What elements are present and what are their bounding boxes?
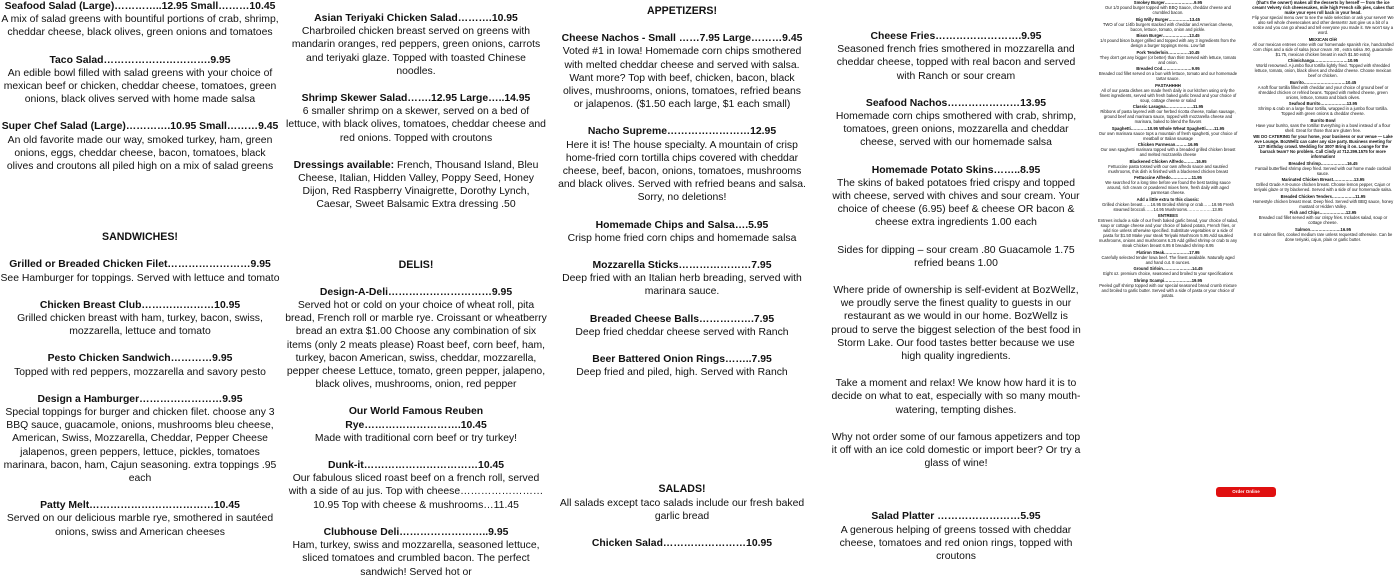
- menu-column-1: [0, 0, 280, 539]
- about-paragraph: Where pride of ownership is self-evident at BozWellz, we proudly serve the finest quality to guests in our restaurant as we would in our home. BozWellz is proud to serve the biggest selection of the best food in Storm Lake. Our food tastes better because we use high quality ingredients.: [831, 285, 1081, 363]
- menu-column-4: [830, 0, 1082, 563]
- mini-item-desc: TWO of our 1/4lb burgers stacked with cheddar and American cheese, bacon, lettuce, tomato, onion and pickle.: [1102, 21, 1234, 32]
- mini-menu-item: [1098, 142, 1238, 157]
- order-online-button[interactable]: Order Online: [1216, 487, 1276, 497]
- item-title: Design a Hamburger……………………9.95: [37, 393, 243, 405]
- sides-text: Sides for dipping – sour cream .80 Guacamole 1.75 refried beans 1.00: [837, 244, 1075, 269]
- menu-item: [558, 353, 806, 379]
- mini-item-desc: We searched for a long time before we found the best tasting sauce around, rich cream or powdered mixes here, fresh daily with aged parmesan cheese.: [1105, 180, 1231, 195]
- mini-menu-item: [1098, 33, 1238, 48]
- item-title: Cheese Nachos - Small ……7.95 Large………9.45: [561, 33, 803, 45]
- item-title: Nacho Supreme……………………12.95: [587, 126, 777, 138]
- mini-item-title: Chimichanga……………………10.95: [1287, 58, 1359, 63]
- item-title: Homemade Potato Skins……..8.95: [871, 164, 1041, 176]
- mini-item-title: Breaded Shrimp……………….16.45: [1288, 160, 1358, 166]
- item-desc: Voted #1 in Iowa! Homemade corn chips smothered with melted cheddar cheese and served with salsa. Want more? Top with beef, chicken, bacon, black olives, mushrooms, onions, tomatoes, refried beans or jalapenos. ($1.50 each large, $1 each small): [562, 46, 802, 111]
- mini-item-desc: Our 1/3 pound burger topped with BBQ Sauce, cheddar cheese and crumbled bacon.: [1105, 5, 1231, 15]
- item-desc: Seasoned french fries smothered in mozzarella and cheddar cheese, topped with real bacon and served with Ranch or sour cream: [836, 44, 1076, 82]
- item-desc: Deep fried and piled, high. Served with Ranch: [576, 367, 788, 379]
- menu-item: [830, 510, 1082, 563]
- menu-item: [558, 313, 806, 339]
- menu-item: [285, 12, 547, 78]
- menu-item: [285, 286, 547, 392]
- mini-item-desc: 8 oz salmon filet, cooked medium rare unless requested otherwise. Can be done teriyaki, cajun, plain or garlic butter.: [1253, 231, 1393, 242]
- mini-item-title: Blackened Chicken Alfredo………16.95: [1129, 158, 1207, 164]
- mini-item-title: (that's the owner!) makes all the desserts by herself — from the ice cream! Velvety rich cheesecakes, mile high French silk pies, cakes that make your eyes roll back in your head.: [1252, 0, 1394, 15]
- mini-item-desc: Grilled chicken breast……16.95 Broiled shrimp or crab……18.95 Fresh steamed broccoli……14.95 Mushrooms………………13.95: [1102, 201, 1234, 212]
- mini-item-desc: Grilled Grade A 8-ounce chicken breast. Choose lemon pepper, Cajun or teriyaki glaze or try blackened. Served with a side of our homemade salsa.: [1253, 182, 1393, 192]
- mini-item-desc: Eight oz. premium choice, seasoned and broiled to your specifications: [1103, 271, 1233, 276]
- mini-item-title: Ground Sirloin…………………14.45: [1133, 266, 1203, 271]
- menu-item: [558, 259, 806, 299]
- mini-item-desc: 1/4 pound bison burger grilled and topped with any 3 ingredients from the design a burger toppings menu. Low fat!: [1100, 38, 1236, 48]
- item-desc: Deep fried with an Italian herb breading, served with marinara sauce.: [562, 273, 802, 298]
- mini-item-title: Breaded Chicken Tenders……………..11.95: [1280, 193, 1366, 199]
- menu-item: [558, 125, 806, 204]
- mini-item-desc: Have your burrito, sans the tortilla! Everything in a bowl instead of a flour shell. Great for those that are gluten free.: [1255, 122, 1391, 133]
- menu-item: [285, 405, 547, 445]
- item-title: Dunk-it……………………………10.45: [327, 460, 505, 472]
- item-title: Mozzarella Sticks…………………7.95: [592, 260, 772, 272]
- item-desc: The skins of baked potatoes fried crispy and topped with cheese, served with chives and sour cream. Your choice of cheese (6.95) beef & cheese OR bacon & cheese extra ingredients 1.00 each: [832, 177, 1080, 229]
- menu-item: [0, 0, 280, 40]
- mini-menu-item: [1098, 83, 1238, 103]
- item-desc: Our fabulous sliced roast beef on a french roll, served with a side of au jus. Top with cheese……………………10.95 Top with cheese & mushrooms…11.45: [288, 473, 544, 511]
- mini-item-title: Add a little extra to this classic:: [1136, 196, 1200, 202]
- mini-menu-right: [1252, 0, 1394, 243]
- item-title: Patty Melt………………………………10.45: [40, 500, 240, 512]
- mini-item-desc: Our own marinara sauce tops a mountain of fresh spaghetti, your choice of meatball or Italian sausage: [1098, 130, 1238, 141]
- item-title: Our World Famous Reuben Rye……………………….10.45: [345, 406, 487, 431]
- mini-item-title: Seafood Burrito……………….13.95: [1288, 101, 1358, 106]
- item-desc: Served on our delicious marble rye, smothered in sautéed onions, swiss and American cheeses: [6, 513, 274, 538]
- mini-item-title: PASTAHHHH: [1155, 82, 1181, 88]
- item-title: Salad Platter ……………………5.95: [871, 511, 1041, 523]
- mini-item-title: Flatiron Steak………………17.95: [1136, 249, 1200, 255]
- menu-item: [0, 258, 280, 284]
- item-desc: See Hamburger for toppings. Served with lettuce and tomato: [0, 272, 280, 284]
- item-title: Cheese Fries…………………….9.95: [870, 31, 1042, 42]
- item-desc: Served hot or cold on your choice of wheat roll, pita bread, French roll or marble rye. Croissant or wheatberry bread an extra $1.00 Choose any combination of six items (only 2 meats please) Roast beef, corn beef, ham, turkey, bacon American, swiss, cheddar, mozzarella, pepper cheese Lettuce, tomato, green pepper, jalapeno, black olives, mushrooms, onion, red pepper: [285, 300, 547, 391]
- mini-item-desc: All our mexican entrees come with our homemade spanish rice, handcrafted corn chips and a side of salsa (sour cream .90 , extra salsa .90, guacamole $1.75, mexican chicken breast in each $1.50 extra): [1252, 41, 1394, 57]
- mini-item-title: ENTREES: [1158, 213, 1178, 218]
- dressings-text: [285, 159, 547, 212]
- mini-menu-item: [1252, 0, 1394, 35]
- mini-item-desc: Peeled gulf shrimp topped with our special seasoned bread crumb mixture and broiled to garlic butter. Served with a side of pasta or your choice of potato.: [1099, 282, 1237, 298]
- mini-menu-item: [1252, 161, 1394, 176]
- mini-item-desc: Entrees include a side of our fresh baked garlic bread, your choice of salad, soup or cottage cheese and your choice of baked potato, French fries, or wild rice unless otherwise specified. Substitute vegetables or a side of pasta for $1.50 Make your steak Teriyaki Mushroom 5.95 Add sautéed mushrooms, onions and mushrooms 6.25 Add grilled shrimp or crab to any steak Chicken breast 6.95 8 breaded shrimp 8.95: [1098, 218, 1238, 248]
- mini-menu-item: [1252, 177, 1394, 192]
- item-desc: Charbroiled chicken breast served on greens with mandarin oranges, red peppers, green onions, carrots and teriyaki glaze. Topped with toasted Chinese noodles.: [291, 26, 541, 77]
- mini-menu-item: [1252, 118, 1394, 133]
- item-title: Taco Salad………………………….9.95: [49, 54, 231, 66]
- mini-item-title: Bison Burger……………….13.45: [1136, 33, 1200, 38]
- mini-item-title: Burrito Bowl: [1310, 117, 1336, 123]
- item-title: Design-A-Deli…………………………9.95: [319, 286, 513, 298]
- menu-item: [285, 526, 547, 579]
- item-title: Homemade Chips and Salsa….5.95: [595, 219, 769, 231]
- section-heading: SANDWICHES!: [102, 231, 178, 244]
- mini-item-title: Pork Tenderloin……………10.45: [1136, 49, 1200, 55]
- item-desc: Deep fried cheddar cheese served with Ranch: [575, 326, 789, 338]
- mini-menu-item: [1098, 104, 1238, 124]
- item-desc: Crisp home fried corn chips and homemade salsa: [567, 232, 797, 244]
- mini-item-title: Spaghetti…………10.95 Whole Wheat Spaghetti……11.95: [1111, 125, 1225, 131]
- dressings-list: French, Thousand Island, Bleu Cheese, Italian, Hidden Valley, Poppy Seed, Honey Dijon, Red Raspberry Vinaigrette, Dorothy Lynch, Caesar, Sweet Balsamic Extra dressing .50: [298, 159, 539, 211]
- mini-item-title: MEXICAN Olé!: [1308, 36, 1338, 42]
- mini-item-title: Big Willy Burger……………13.45: [1136, 16, 1200, 22]
- section-heading: APPETIZERS!: [646, 5, 718, 17]
- mini-menu-item: [1252, 80, 1394, 100]
- menu-item: [830, 97, 1082, 150]
- mini-menu-item: [1098, 0, 1238, 15]
- mini-menu-item: [1252, 101, 1394, 116]
- item-title: Seafood Nachos…………………13.95: [865, 97, 1047, 109]
- mini-menu-item: [1252, 194, 1394, 209]
- mini-menu-item: [1098, 66, 1238, 81]
- mini-item-desc: Fettuccine pasta tossed with our own alfredo sauce and sautéed mushrooms, this dish is finished with a blackened chicken breast: [1108, 163, 1228, 174]
- item-desc: An old favorite made our way, smoked turkey, ham, green onions, eggs, cheddar cheese, bacon, tomatoes, black olives and croutons all piled high on a mix of salad greens: [6, 134, 274, 173]
- item-title: Chicken Salad……………………10.95: [591, 538, 773, 550]
- menu-item: [558, 219, 806, 245]
- item-desc: Grilled chicken breast with ham, turkey, bacon, swiss, mozzarella, lettuce and tomato: [17, 313, 263, 338]
- mini-menu-item: [1098, 197, 1238, 212]
- mini-item-title: Fettuccine Alfredo……………11.95: [1134, 175, 1202, 180]
- mini-menu-item: [1252, 37, 1394, 57]
- beer-paragraph: Why not order some of our famous appetizers and top it off with an ice cold domestic or import beer? Or try a glass of wine!: [831, 431, 1081, 470]
- menu-item: [285, 92, 547, 145]
- item-title: Breaded Cheese Balls…………….7.95: [589, 313, 775, 325]
- mini-item-title: Fish and Chips……………….12.95: [1289, 210, 1357, 215]
- item-desc: Topped with red peppers, mozzarella and savory pesto: [14, 366, 266, 378]
- item-desc: Homemade corn chips smothered with crab, shrimp, tomatoes, green onions, mozzarella and cheddar cheese, served with our homemade salsa: [835, 111, 1077, 149]
- mini-item-desc: Flip your special menu over to see the wide selection or ask your server! We also sell whole cheesecakes and other desserts! Just give us a bit of a notice and you can go ahead and tell everyone you made it. We won't say a word.: [1252, 15, 1394, 35]
- mini-item-title: Chicken Parmesan………16.95: [1137, 142, 1199, 147]
- mini-item-title: Shrimp Scampi………………..19.95: [1133, 277, 1203, 283]
- menu-item: [0, 54, 280, 107]
- section-heading: DELIS!: [398, 258, 434, 271]
- mini-item-desc: World renowned. A jumbo flour tortilla lightly fried. Topped with shredded lettuce, tomato, onion, black olives and cheddar cheese. Choose mexican beef or chicken.: [1254, 63, 1392, 78]
- item-desc: A generous helping of greens tossed with cheddar cheese, tomatoes and red onion rings, topped with croutons: [839, 524, 1073, 563]
- item-title: Clubhouse Deli……………………..9.95: [323, 526, 509, 538]
- mini-menu-item: [1098, 175, 1238, 195]
- mini-item-title: Burrito…………………………10.45: [1289, 79, 1357, 85]
- item-desc: Special toppings for burger and chicken filet. choose any 3 BBQ sauce, guacamole, onions, mushrooms bleu cheese, American, Swiss, Mozzarella, Cheddar, Pepper Cheese jalapenos, green peppers, lettuce, pickles, tomatoes marinara, bacon, ham, Cajun seasoning. extra toppings .95 each: [3, 407, 277, 485]
- menu-item: [0, 393, 280, 485]
- mini-menu-item: [1098, 159, 1238, 174]
- mini-item-desc: They don't get any bigger (or better) than this! Served with lettuce, tomato and onion.: [1099, 54, 1237, 65]
- mini-item-title: Smokey Burger…………………9.95: [1133, 0, 1203, 5]
- item-title: Grilled or Breaded Chicken Filet……………………9.95: [9, 259, 271, 271]
- mini-item-desc: Homestyle chicken breast meat. Deep fried. Served with BBQ sauce, honey mustard or Hidden Valley.: [1252, 198, 1394, 209]
- mini-item-desc: Shrimp & crab on a large flour tortilla, wrapped in a jumbo flour tortilla. Topped with green onions & cheddar cheese.: [1258, 106, 1388, 116]
- mini-menu-item: [1098, 17, 1238, 32]
- salads-note: All salads except taco salads include our fresh baked garlic bread: [559, 497, 805, 522]
- mini-item-title: Salmon………………….16.95: [1294, 226, 1352, 232]
- mini-menu-item: [1098, 126, 1238, 141]
- mini-item-title: Marinated Chicken Breast……………13.95: [1281, 177, 1365, 182]
- dressings-label: Dressings available:: [293, 159, 395, 171]
- item-desc: Ham, turkey, swiss and mozzarella, seasoned lettuce, sliced tomatoes and crumbled bacon. The perfect sandwich! Served hot or: [292, 540, 540, 578]
- menu-item: [0, 499, 280, 539]
- item-title: Shrimp Skewer Salad…….12.95 Large…..14.95: [301, 93, 531, 105]
- mini-item-title: Classic Lasagna………………..11.95: [1132, 104, 1204, 109]
- item-desc: Here it is! The house specialty. A mountain of crisp home-fried corn tortilla chips covered with cheddar cheese, beef, bacon, onions, tomatoes, mushrooms and black olives. Served with refried beans and salsa. Sorry, no deletions!: [558, 139, 806, 204]
- item-desc: An edible bowl filled with salad greens with your choice of mexican beef or chicken, cheddar cheese, tomatoes, green onions, black olives served with home made salsa: [3, 67, 277, 106]
- menu-item: [830, 30, 1082, 83]
- item-desc: Made with traditional corn beef or try turkey!: [314, 432, 518, 444]
- item-title: Chicken Breast Club…………………10.95: [39, 299, 241, 311]
- mini-item-desc: Carefully selected tender lowa beef. The finest available. Naturally aged and hand cut. 8 ounces.: [1101, 254, 1235, 265]
- mini-menu-item: [1252, 227, 1394, 242]
- mini-menu-item: [1098, 278, 1238, 298]
- mini-menu-item: [1098, 50, 1238, 65]
- mini-item-desc: Our own spaghetti marinara topped with a breaded grilled chicken breast and melted mozzarella cheese: [1100, 147, 1236, 157]
- menu-column-3: [558, 0, 806, 550]
- menu-column-2: [285, 0, 547, 579]
- menu-item: [0, 352, 280, 378]
- mini-item-desc: A soft flour tortilla filled with cheddar and your choice of ground beef or shredded chicken or refried beans. Topped with melted cheese, green onions, lettuce, tomato and black olives.: [1257, 84, 1389, 100]
- mini-menu-item: [1098, 250, 1238, 265]
- menu-item: [0, 299, 280, 339]
- item-title: Asian Teriyaki Chicken Salad……….10.95: [314, 13, 518, 24]
- mini-menu-item: [1098, 266, 1238, 276]
- mini-item-title: WE DO CATERING for your home, your business or our venue — Lake Ave Lounge. BozWellz can cater any size party. Business meeting for 12? Birthday crowd. Wedding for 300? Bring it on. Lounge for the barrack team? No problem. Call Cindy at 712.299.1575 for more information!: [1253, 134, 1393, 159]
- mini-menu-page: [1094, 0, 1400, 500]
- menu-item: [558, 32, 806, 111]
- menu-item: [285, 459, 547, 512]
- item-title: Pesto Chicken Sandwich…………9.95: [47, 353, 233, 365]
- mini-item-desc: Ribbons of pasta layered with our herbed ricotta cheese, Italian sausage, ground beef and marinara sauce, topped with mozzarella cheese and marinara, baked to blend the flavors: [1100, 109, 1236, 124]
- mini-item-desc: All of our pasta dishes are made fresh daily in our kitchen using only the finest ingredients, served with fresh baked garlic bread and your choice of soup, cottage cheese or salad: [1099, 87, 1237, 103]
- item-title: Beer Battered Onion Rings……..7.95: [592, 354, 772, 366]
- mini-menu-item: [1252, 58, 1394, 78]
- section-heading: SALADS!: [658, 483, 706, 496]
- mini-menu-item: [1252, 134, 1394, 159]
- item-title: Seafood Salad (Large)…………..12.95 Small………10.45: [4, 1, 276, 12]
- relax-paragraph: Take a moment and relax! We know how hard it is to decide on what to eat, especially with so many mouth-watering, tempting dishes.: [831, 378, 1081, 416]
- menu-item: [830, 164, 1082, 230]
- menu-item: [0, 120, 280, 173]
- mini-item-desc: Breaded cod fillet served with our crispy fries. Includes salad, soup or cottage cheese.: [1258, 215, 1388, 225]
- item-desc: A mix of salad greens with bountiful portions of crab, shrimp, cheddar cheese, black olives, green onions and tomatoes: [1, 14, 279, 39]
- item-desc: 6 smaller shrimp on a skewer, served on a bed of lettuce, with black olives, tomatoes, cheddar cheese and red onions. Topped with croutons: [286, 106, 546, 144]
- mini-menu-item: [1252, 210, 1394, 225]
- mini-item-desc: Fantail butterflied shrimp deep fried. Served with our home made cocktail sauce.: [1255, 165, 1391, 176]
- item-title: Super Chef Salad (Large)………….10.95 Small………9.45: [1, 121, 279, 133]
- mini-menu-left: [1098, 0, 1238, 299]
- mini-item-title: Breaded Cod…………………9.95: [1136, 66, 1200, 71]
- mini-menu-item: [1098, 213, 1238, 248]
- mini-item-desc: Breaded cod fillet served on a bun with lettuce, tomato and our homemade tartar sauce.: [1098, 71, 1238, 81]
